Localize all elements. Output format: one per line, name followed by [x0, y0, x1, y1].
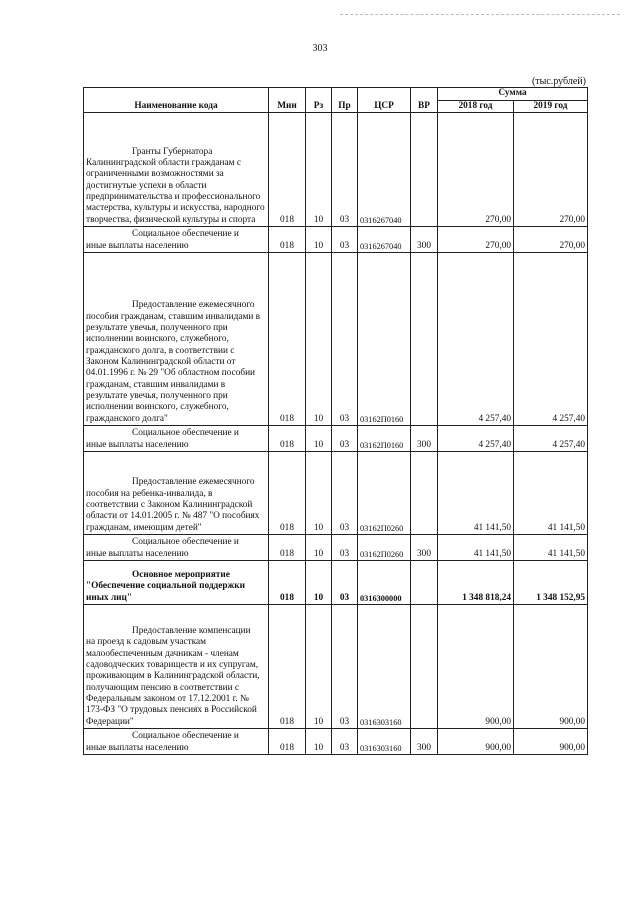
- table-row: [84, 227, 588, 253]
- cell-min: 018: [269, 535, 306, 561]
- cell-csr: 03162П0260: [358, 535, 411, 561]
- row-name: [84, 227, 269, 253]
- cell-pr: 03: [332, 605, 358, 729]
- cell-y2018: 41 141,50: [438, 452, 514, 535]
- row-name-lead: Предоставление ежемесячного: [132, 300, 255, 311]
- cell-min: 018: [269, 426, 306, 452]
- row-name-text: Калининградской области гражданам с ограниченными возможностями за достигнутые успехи в области предпринимательства и профессионального мастерства, культуры и искусства, народного творчества, физической культуры и спорта: [86, 158, 265, 225]
- scan-top-line: [340, 14, 620, 15]
- cell-vr: 300: [411, 426, 438, 452]
- cell-rz: 10: [306, 253, 332, 426]
- table-row: [84, 605, 588, 729]
- table-row: [84, 253, 588, 426]
- cell-vr: [411, 253, 438, 426]
- cell-vr: [411, 605, 438, 729]
- cell-vr: 300: [411, 729, 438, 755]
- row-name-lead: Гранты Губернатора: [132, 146, 213, 157]
- table-row: [84, 113, 588, 227]
- cell-csr: 0316267040: [358, 113, 411, 227]
- cell-vr: [411, 561, 438, 605]
- cell-y2018: 270,00: [438, 113, 514, 227]
- cell-min: 018: [269, 253, 306, 426]
- cell-pr: 03: [332, 535, 358, 561]
- row-name: [84, 535, 269, 561]
- header-vr: ВР: [411, 88, 438, 113]
- row-name: [84, 113, 269, 227]
- cell-rz: 10: [306, 605, 332, 729]
- cell-y2019: 41 141,50: [514, 535, 588, 561]
- row-name: [84, 253, 269, 426]
- table-row: [84, 561, 588, 605]
- row-name-lead: Социальное обеспечение и: [132, 537, 239, 548]
- page-number: 303: [312, 43, 328, 54]
- cell-y2019: 900,00: [514, 729, 588, 755]
- cell-vr: [411, 113, 438, 227]
- row-name: [84, 605, 269, 729]
- cell-y2018: 4 257,40: [438, 426, 514, 452]
- header-row-top: [84, 88, 588, 101]
- row-name: [84, 561, 269, 605]
- cell-csr: 03162П0160: [358, 253, 411, 426]
- cell-min: 018: [269, 113, 306, 227]
- table-row: [84, 535, 588, 561]
- cell-min: 018: [269, 729, 306, 755]
- header-name: Наименование кода: [84, 88, 269, 113]
- row-name-text: иные выплаты населению: [86, 548, 189, 559]
- row-name-text: пособия на ребенка-инвалида, в соответствии с Законом Калининградской области от 14.01.2005 г. № 487 "О пособиях гражданам, имеющим детей": [86, 488, 260, 533]
- cell-y2018: 900,00: [438, 729, 514, 755]
- table-row: [84, 426, 588, 452]
- header-summa: Сумма: [438, 88, 588, 101]
- row-name-text: пособия гражданам, ставшим инвалидами в результате увечья, полученного при исполнении воинского, служебного, гражданского долга, в соответствии с Законом Калининградской области от 04.01.1996 г. № 29 "Об областном пособии гражданам, ставшим инвалидами в результате увечья, полученного при исполнении воинского, служебного, гражданского долга": [86, 311, 261, 424]
- header-min: Мин: [269, 88, 306, 113]
- cell-rz: 10: [306, 729, 332, 755]
- row-name: [84, 452, 269, 535]
- cell-csr: 03162П0260: [358, 452, 411, 535]
- budget-table: [83, 87, 588, 755]
- header-rz: Рз: [306, 88, 332, 113]
- cell-rz: 10: [306, 426, 332, 452]
- cell-y2018: 900,00: [438, 605, 514, 729]
- cell-min: 018: [269, 605, 306, 729]
- cell-pr: 03: [332, 729, 358, 755]
- header-2019: 2019 год: [514, 100, 588, 113]
- cell-vr: [411, 452, 438, 535]
- cell-min: 018: [269, 227, 306, 253]
- row-name-text: иные выплаты населению: [86, 240, 189, 251]
- cell-pr: 03: [332, 426, 358, 452]
- row-name-text: иные выплаты населению: [86, 742, 189, 753]
- cell-y2018: 4 257,40: [438, 253, 514, 426]
- cell-y2019: 270,00: [514, 227, 588, 253]
- cell-y2019: 900,00: [514, 605, 588, 729]
- cell-rz: 10: [306, 561, 332, 605]
- cell-y2019: 1 348 152,95: [514, 561, 588, 605]
- row-name-lead: Основное мероприятие: [132, 570, 230, 581]
- table-row: [84, 452, 588, 535]
- table-row: [84, 729, 588, 755]
- row-name: [84, 426, 269, 452]
- row-name-lead: Предоставление компенсации: [132, 626, 251, 637]
- cell-rz: 10: [306, 452, 332, 535]
- cell-csr: 03162П0160: [358, 426, 411, 452]
- cell-y2019: 4 257,40: [514, 426, 588, 452]
- cell-rz: 10: [306, 113, 332, 227]
- cell-min: 018: [269, 452, 306, 535]
- cell-y2019: 270,00: [514, 113, 588, 227]
- row-name: [84, 729, 269, 755]
- cell-y2019: 41 141,50: [514, 452, 588, 535]
- cell-vr: 300: [411, 227, 438, 253]
- header-csr: ЦСР: [358, 88, 411, 113]
- cell-pr: 03: [332, 113, 358, 227]
- row-name-text: иные выплаты населению: [86, 439, 189, 450]
- cell-pr: 03: [332, 561, 358, 605]
- row-name-lead: Социальное обеспечение и: [132, 428, 239, 439]
- cell-rz: 10: [306, 535, 332, 561]
- row-name-lead: Социальное обеспечение и: [132, 229, 239, 240]
- header-pr: Пр: [332, 88, 358, 113]
- unit-note: (тыс.рублей): [531, 76, 586, 87]
- cell-y2018: 41 141,50: [438, 535, 514, 561]
- cell-min: 018: [269, 561, 306, 605]
- cell-csr: 0316303160: [358, 605, 411, 729]
- cell-csr: 0316267040: [358, 227, 411, 253]
- cell-y2018: 270,00: [438, 227, 514, 253]
- row-name-lead: Социальное обеспечение и: [132, 731, 239, 742]
- cell-y2019: 4 257,40: [514, 253, 588, 426]
- cell-pr: 03: [332, 227, 358, 253]
- cell-rz: 10: [306, 227, 332, 253]
- row-name-lead: Предоставление ежемесячного: [132, 477, 255, 488]
- row-name-text: "Обеспечение социальной поддержки иных лиц": [86, 581, 246, 603]
- cell-y2018: 1 348 818,24: [438, 561, 514, 605]
- cell-csr: 0316303160: [358, 729, 411, 755]
- cell-pr: 03: [332, 253, 358, 426]
- header-2018: 2018 год: [438, 100, 514, 113]
- cell-vr: 300: [411, 535, 438, 561]
- cell-pr: 03: [332, 452, 358, 535]
- row-name-text: на проезд к садовым участкам малообеспеченным дачникам - членам садоводческих товариществ и их супругам, проживающим в Калининградской области, получающим пенсию в соответствии с Федеральным законом от 17.12.2001 г. № 173-ФЗ "О трудовых пенсиях в Российской Федерации": [86, 637, 260, 727]
- cell-csr: 0316300000: [358, 561, 411, 605]
